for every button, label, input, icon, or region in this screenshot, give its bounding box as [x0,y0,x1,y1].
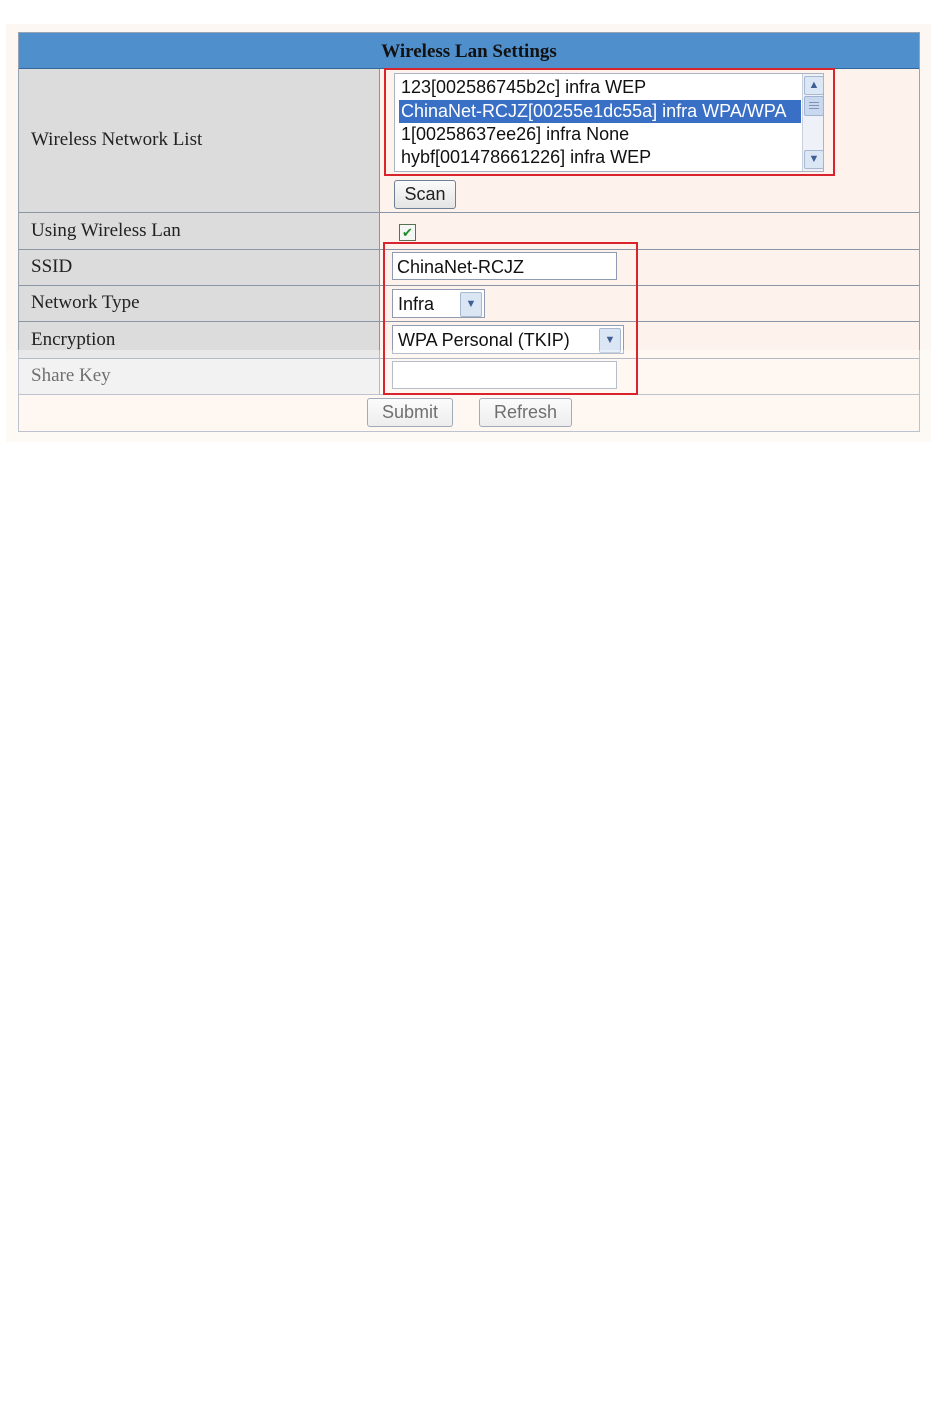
network-list-item[interactable]: 1[00258637ee26] infra None [401,124,630,144]
ssid-label-cell [19,250,380,285]
network-list-item[interactable]: hybf[001478661226] infra WEP [401,147,652,167]
encryption-row [19,322,919,359]
network-list-item[interactable]: 123[002586745b2c] infra WEP [401,77,647,97]
encryption-label-cell [19,322,380,358]
network-listbox[interactable] [394,73,824,172]
scroll-down-icon[interactable]: ▼ [804,150,824,169]
network-list-row [19,69,919,213]
share-key-value-cell [380,359,919,394]
network-type-value: Infra [398,294,435,314]
using-wireless-checkbox[interactable]: ✔ [399,224,416,241]
network-list-label-cell [19,69,380,212]
network-list-item-selected[interactable]: ChinaNet-RCJZ[00255e1dc55a] infra WPA/WPA [399,100,801,123]
network-list-value-cell [380,69,919,212]
ssid-input[interactable]: ChinaNet-RCJZ [392,252,617,280]
encryption-value: WPA Personal (TKIP) [398,330,570,350]
submit-button[interactable]: Submit [367,398,453,427]
chevron-down-icon[interactable]: ▼ [460,292,482,317]
using-wireless-row [19,213,919,250]
network-type-label: Network Type [31,292,140,313]
encryption-value-cell [380,322,919,358]
network-list-label: Wireless Network List [31,129,203,150]
ssid-label: SSID [31,256,73,277]
scroll-thumb[interactable] [804,96,824,116]
chevron-down-icon[interactable]: ▼ [599,328,621,353]
share-key-input[interactable] [392,361,617,389]
using-wireless-label: Using Wireless Lan [31,220,181,241]
encryption-select[interactable] [392,325,624,354]
using-wireless-value-cell [380,213,919,249]
panel-title: Wireless Lan Settings [19,33,919,69]
scroll-up-icon[interactable]: ▲ [804,76,824,95]
share-key-row [19,359,919,395]
network-type-row [19,286,919,322]
network-type-select[interactable] [392,289,485,318]
share-key-label-cell [19,359,380,394]
scan-button[interactable]: Scan [394,180,456,209]
encryption-label: Encryption [31,329,116,350]
network-type-label-cell [19,286,380,321]
refresh-button[interactable]: Refresh [479,398,572,427]
using-wireless-label-cell [19,213,380,249]
share-key-label: Share Key [31,365,111,386]
ssid-row [19,250,919,286]
wireless-settings-panel [18,32,920,432]
ssid-value-cell [380,250,919,285]
network-type-value-cell [380,286,919,321]
list-scrollbar[interactable] [802,74,823,171]
button-row [19,395,919,431]
